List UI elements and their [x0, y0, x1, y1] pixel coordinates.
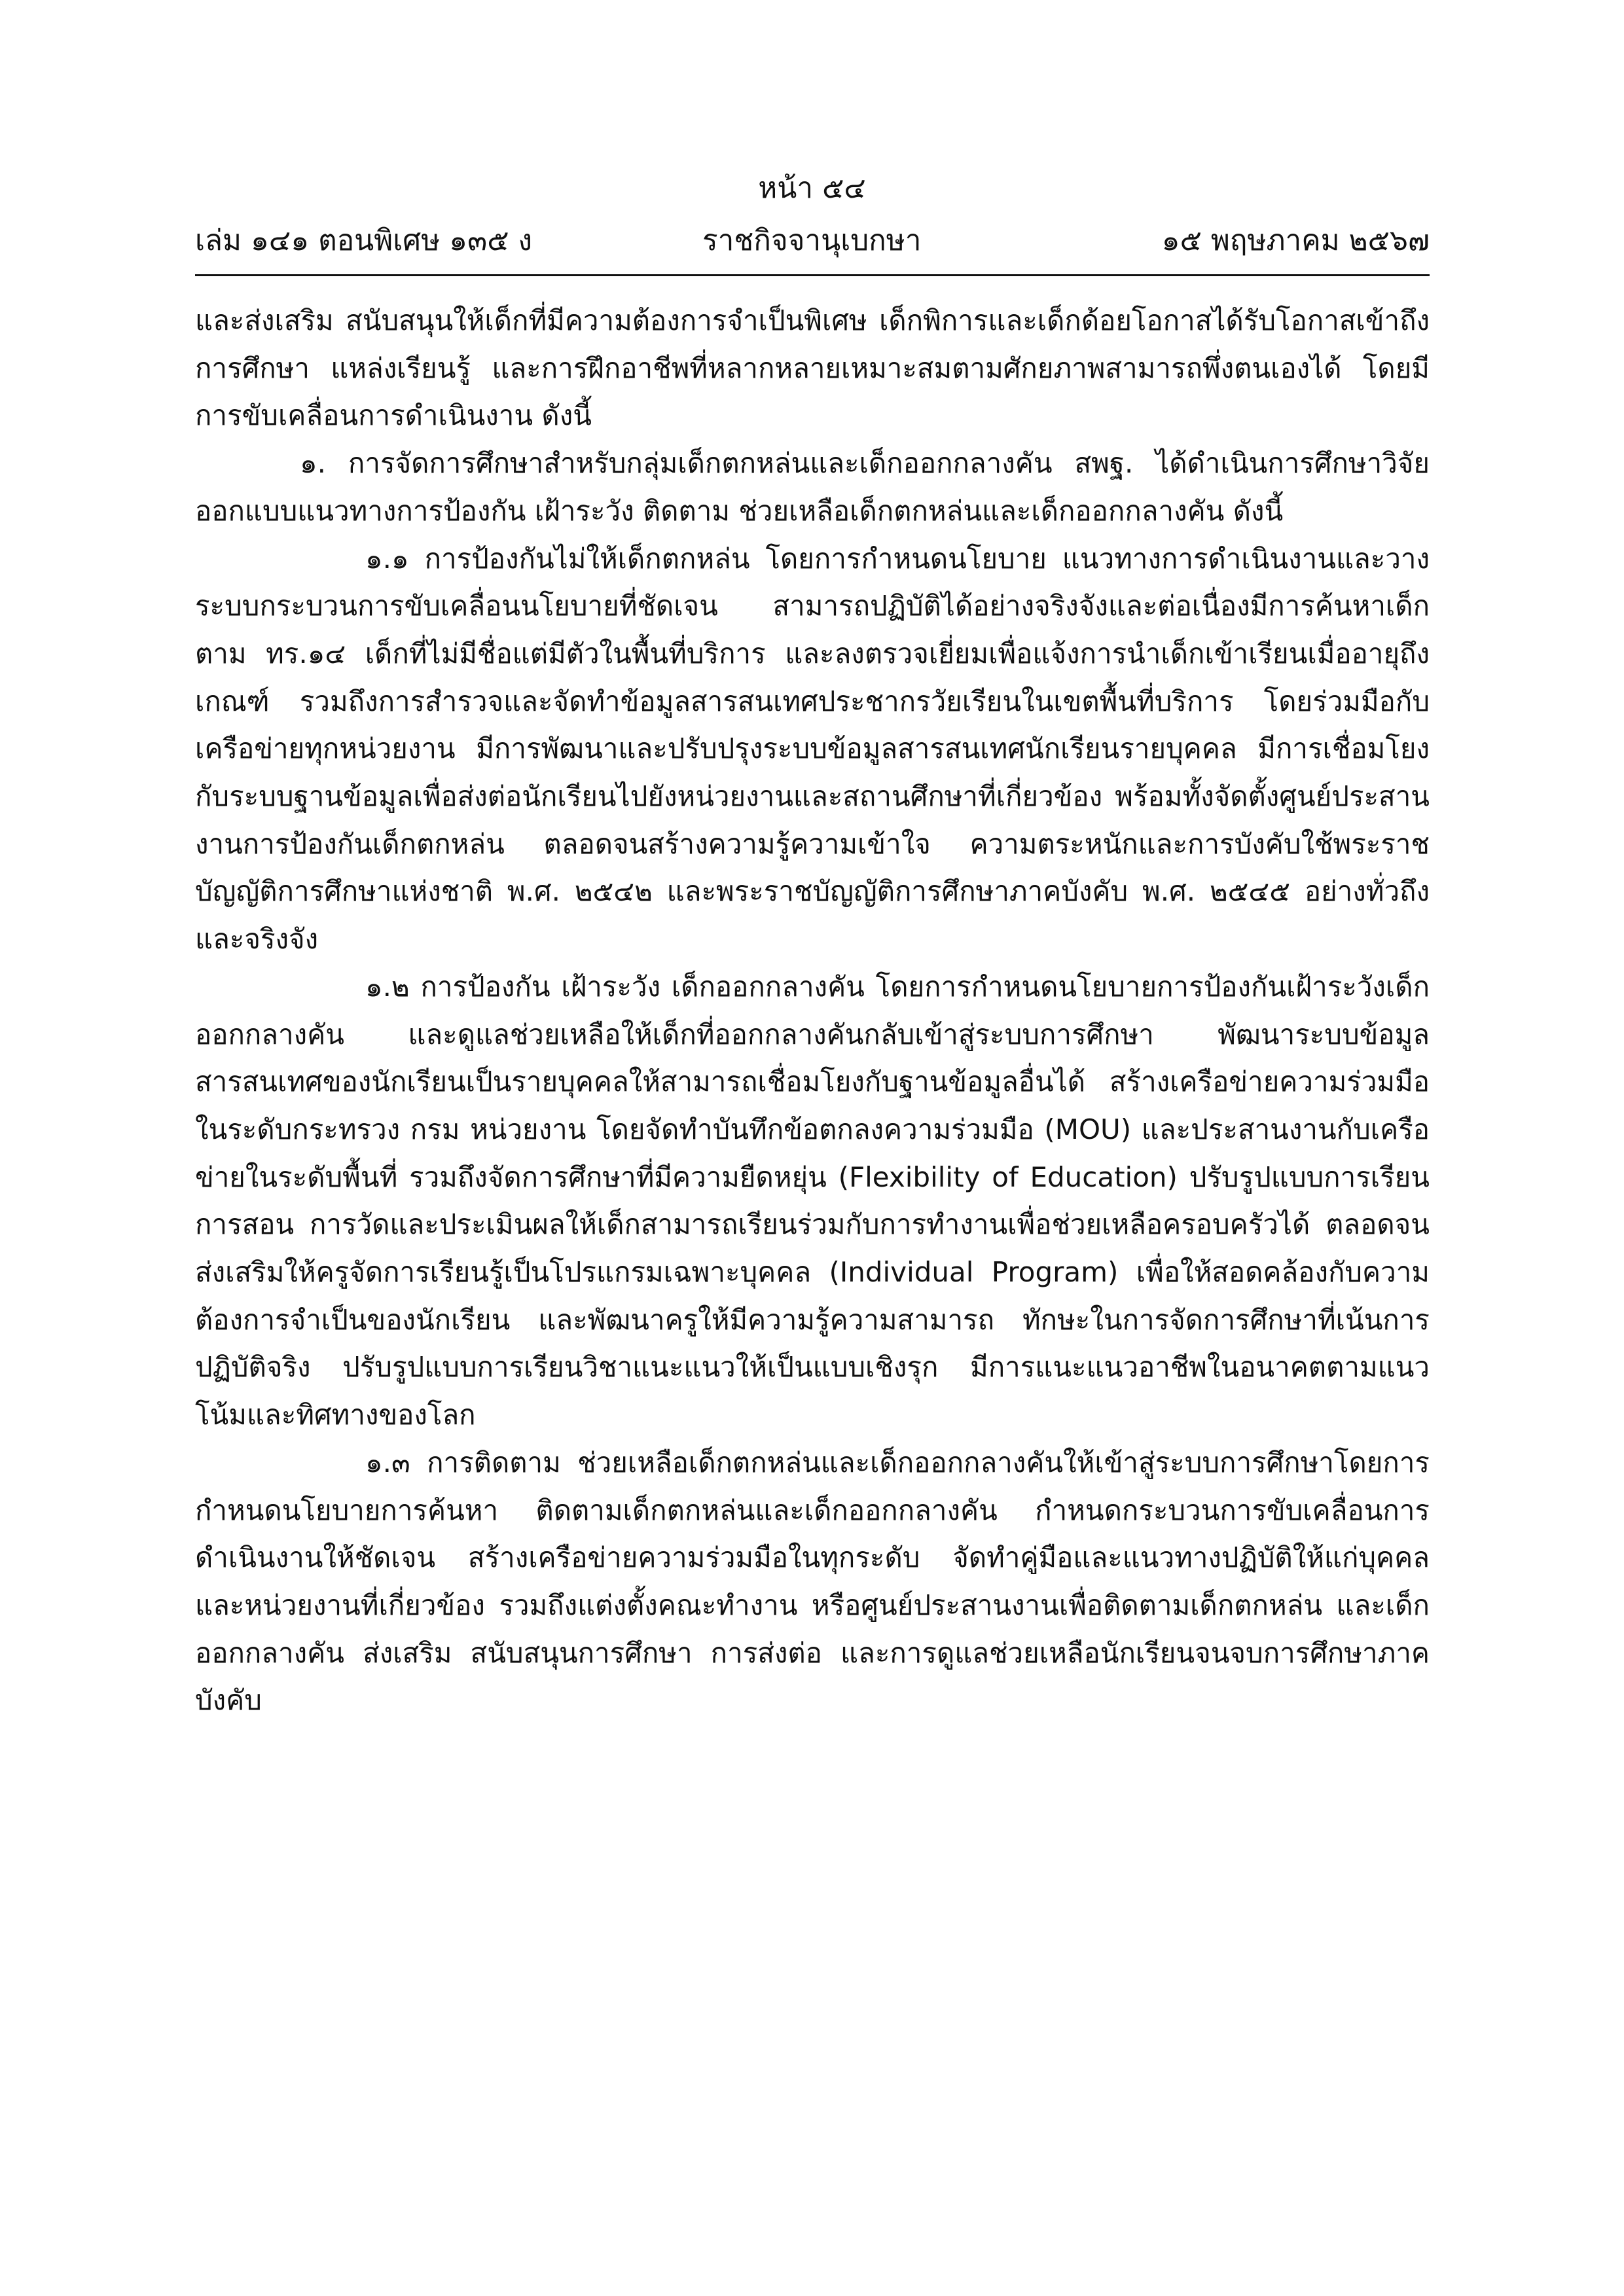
paragraph-section-1-1: ๑.๑ การป้องกันไม่ให้เด็กตกหล่น โดยการกำหนดนโยบาย แนวทางการดำเนินงานและวางระบบกระบวนการขับเคลื่อนนโยบายที่ชัดเจน สามารถปฏิบัติได้อย่างจริงจังและต่อเนื่องมีการค้นหาเด็กตาม ทร.๑๔ เด็กที่ไม่มีชื่อแต่มีตัวในพื้นที่บริการ และลงตรวจเยี่ยมเพื่อแจ้งการนำเด็กเข้าเรียนเมื่ออายุถึงเกณฑ์ รวมถึงการสำรวจและจัดทำข้อมูลสารสนเทศประชากรวัยเรียนในเขตพื้นที่บริการ โดยร่วมมือกับเครือข่ายทุกหน่วยงาน มีการพัฒนาและปรับปรุงระบบข้อมูลสารสนเทศนักเรียนรายบุคคล มีการเชื่อมโยงกับระบบฐานข้อมูลเพื่อส่งต่อนักเรียนไปยังหน่วยงานและสถานศึกษาที่เกี่ยวข้อง พร้อมทั้งจัดตั้งศูนย์ประสานงานการป้องกันเด็กตกหล่น ตลอดจนสร้างความรู้ความเข้าใจ ความตระหนักและการบังคับใช้พระราชบัญญัติการศึกษาแห่งชาติ พ.ศ. ๒๕๔๒ และพระราชบัญญัติการศึกษาภาคบังคับ พ.ศ. ๒๕๔๕ อย่างทั่วถึงและจริงจัง: [195, 542, 1430, 956]
volume-info: เล่ม ๑๔๑ ตอนพิเศษ ๑๓๕ ง: [195, 224, 532, 257]
gazette-header: [195, 221, 1430, 260]
paragraph-section-1: ๑. การจัดการศึกษาสำหรับกลุ่มเด็กตกหล่นและเด็กออกกลางคัน สพฐ. ได้ดำเนินการศึกษาวิจัย ออกแบบแนวทางการป้องกัน เฝ้าระวัง ติดตาม ช่วยเหลือเด็กตกหล่นและเด็กออกกลางคัน ดังนี้: [195, 447, 1430, 527]
gazette-title: ราชกิจจานุเบกษา: [702, 224, 922, 257]
paragraph-intro-continuation: และส่งเสริม สนับสนุนให้เด็กที่มีความต้องการจำเป็นพิเศษ เด็กพิการและเด็กด้อยโอกาสได้รับโอกาสเข้าถึงการศึกษา แหล่งเรียนรู้ และการฝึกอาชีพที่หลากหลายเหมาะสมตามศักยภาพสามารถพึ่งตนเองได้ โดยมีการขับเคลื่อนการดำเนินงาน ดังนี้: [195, 304, 1430, 432]
publication-date: ๑๕ พฤษภาคม ๒๕๖๗: [1161, 224, 1430, 257]
document-body: [195, 297, 1430, 1725]
paragraph-section-1-3: ๑.๓ การติดตาม ช่วยเหลือเด็กตกหล่นและเด็กออกกลางคันให้เข้าสู่ระบบการศึกษาโดยการกำหนดนโยบายการค้นหา ติดตามเด็กตกหล่นและเด็กออกกลางคัน กำหนดกระบวนการขับเคลื่อนการดำเนินงานให้ชัดเจน สร้างเครือข่ายความร่วมมือในทุกระดับ จัดทำคู่มือและแนวทางปฏิบัติให้แก่บุคคลและหน่วยงานที่เกี่ยวข้อง รวมถึงแต่งตั้งคณะทำงาน หรือศูนย์ประสานงานเพื่อติดตามเด็กตกหล่น และเด็กออกกลางคัน ส่งเสริม สนับสนุนการศึกษา การส่งต่อ และการดูแลช่วยเหลือนักเรียนจนจบการศึกษาภาคบังคับ: [195, 1446, 1430, 1717]
paragraph-section-1-2: ๑.๒ การป้องกัน เฝ้าระวัง เด็กออกกลางคัน โดยการกำหนดนโยบายการป้องกันเฝ้าระวังเด็กออกกลางคัน และดูแลช่วยเหลือให้เด็กที่ออกกลางคันกลับเข้าสู่ระบบการศึกษา พัฒนาระบบข้อมูลสารสนเทศของนักเรียนเป็นรายบุคคลให้สามารถเชื่อมโยงกับฐานข้อมูลอื่นได้ สร้างเครือข่ายความร่วมมือในระดับกระทรวง กรม หน่วยงาน โดยจัดทำบันทึกข้อตกลงความร่วมมือ (MOU) และประสานงานกับเครือข่ายในระดับพื้นที่ รวมถึงจัดการศึกษาที่มีความยืดหยุ่น (Flexibility of Education) ปรับรูปแบบการเรียนการสอน การวัดและประเมินผลให้เด็กสามารถเรียนร่วมกับการทำงานเพื่อช่วยเหลือครอบครัวได้ ตลอดจนส่งเสริมให้ครูจัดการเรียนรู้เป็นโปรแกรมเฉพาะบุคคล (Individual Program) เพื่อให้สอดคล้องกับความต้องการจำเป็นของนักเรียน และพัฒนาครูให้มีความรู้ความสามารถ ทักษะในการจัดการศึกษาที่เน้นการปฏิบัติจริง ปรับรูปแบบการเรียนวิชาแนะแนวให้เป็นแบบเชิงรุก มีการแนะแนวอาชีพในอนาคตตามแนวโน้มและทิศทางของโลก: [195, 970, 1430, 1431]
header-divider: [195, 274, 1430, 276]
page-number: หน้า ๕๔: [758, 171, 866, 205]
